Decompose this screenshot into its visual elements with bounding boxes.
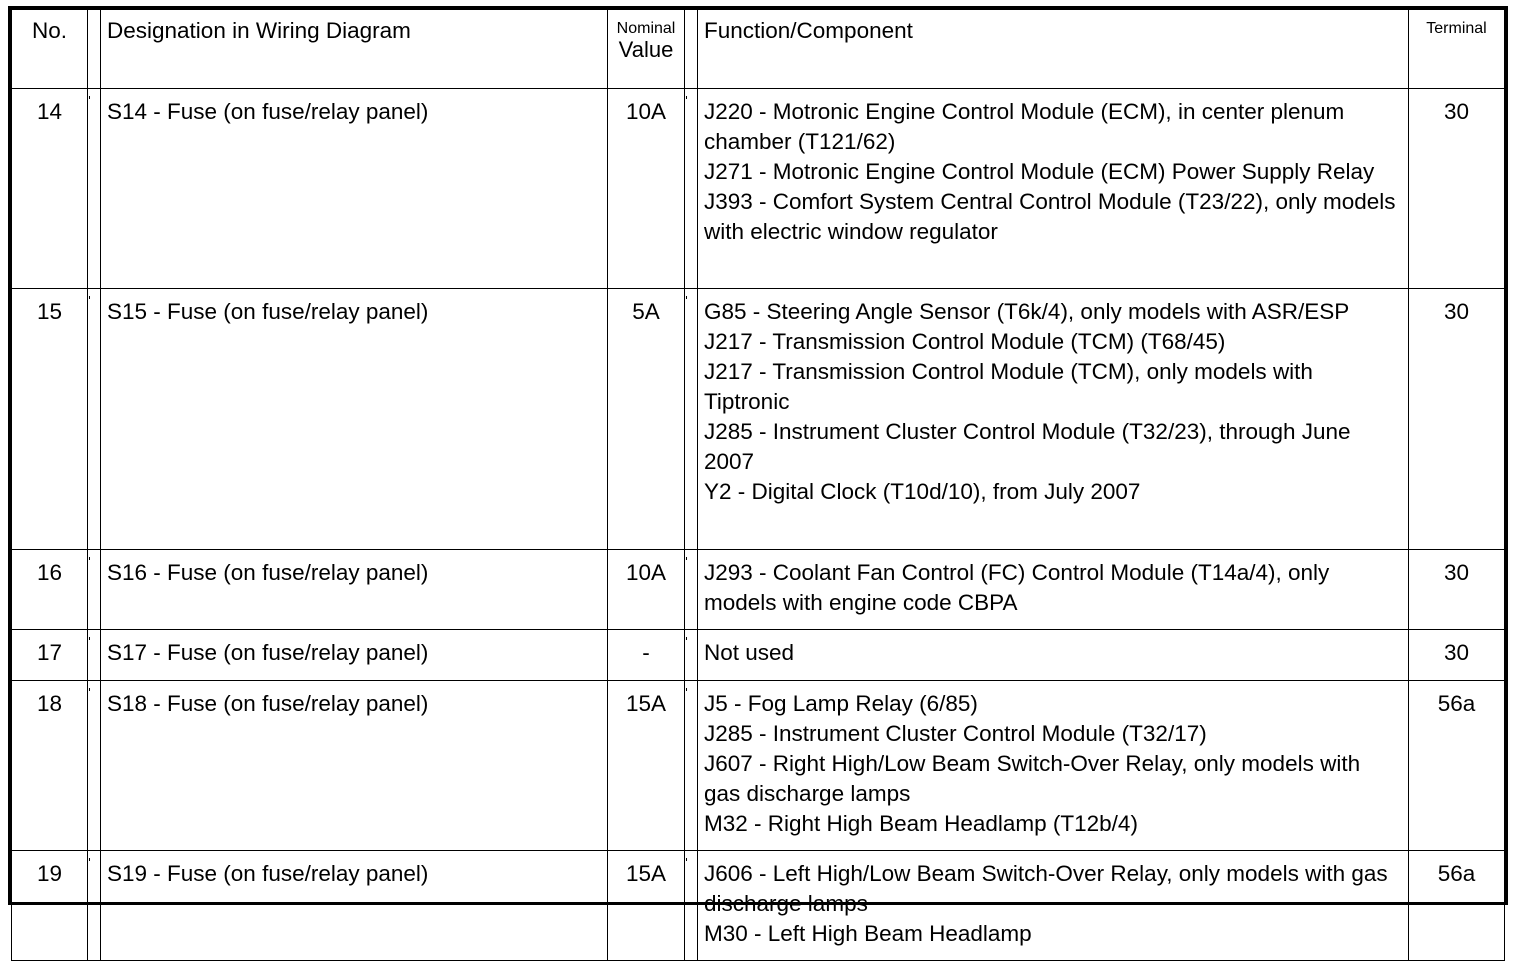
- function-item: M30 - Left High Beam Headlamp: [704, 921, 1032, 946]
- function-item: J220 - Motronic Engine Control Module (ECM), in center plenum chamber (T121/62): [704, 99, 1345, 154]
- row-number: 18: [12, 681, 88, 851]
- row-terminal: 30: [1409, 89, 1505, 289]
- row-designation: S16 - Fuse (on fuse/relay panel): [101, 550, 608, 630]
- row-spacer: [685, 550, 698, 630]
- function-item: J5 - Fog Lamp Relay (6/85): [704, 691, 978, 716]
- function-item: J271 - Motronic Engine Control Module (ECM) Power Supply Relay: [704, 159, 1375, 184]
- header-terminal: [1409, 10, 1505, 89]
- function-item: Not used: [704, 640, 795, 665]
- row-designation: S15 - Fuse (on fuse/relay panel): [101, 289, 608, 550]
- row-spacer: [685, 851, 698, 961]
- function-item: J293 - Coolant Fan Control (FC) Control Module (T14a/4), only models with engine code CBPA: [704, 560, 1330, 615]
- row-nominal-value: 5A: [608, 289, 685, 550]
- header-no: No.: [12, 10, 88, 89]
- row-number: 15: [12, 289, 88, 550]
- header-nominal-value: [608, 10, 685, 89]
- row-designation: S14 - Fuse (on fuse/relay panel): [101, 89, 608, 289]
- row-nominal-value: 10A: [608, 89, 685, 289]
- row-nominal-value: 15A: [608, 681, 685, 851]
- row-function: [698, 851, 1409, 961]
- function-item: M32 - Right High Beam Headlamp (T12b/4): [704, 811, 1138, 836]
- row-spacer: [685, 289, 698, 550]
- row-spacer: [88, 681, 101, 851]
- table-row: [12, 630, 1505, 681]
- row-designation: S19 - Fuse (on fuse/relay panel): [101, 851, 608, 961]
- function-item: Y2 - Digital Clock (T10d/10), from July 2007: [704, 479, 1141, 504]
- row-nominal-value: 15A: [608, 851, 685, 961]
- row-terminal: 30: [1409, 630, 1505, 681]
- function-item: J393 - Comfort System Central Control Module (T23/22), only models with electric window regulator: [704, 189, 1396, 244]
- row-function: [698, 550, 1409, 630]
- row-number: 14: [12, 89, 88, 289]
- fuse-table-sheet: [8, 6, 1508, 946]
- function-item: G85 - Steering Angle Sensor (T6k/4), only models with ASR/ESP: [704, 299, 1350, 324]
- function-item: J607 - Right High/Low Beam Switch-Over Relay, only models with gas discharge lamps: [704, 751, 1361, 806]
- table-row: [12, 681, 1505, 851]
- row-terminal: 30: [1409, 289, 1505, 550]
- row-spacer: [685, 89, 698, 289]
- row-nominal-value: -: [608, 630, 685, 681]
- row-terminal: 30: [1409, 550, 1505, 630]
- header-spacer: [88, 10, 101, 89]
- row-function: [698, 289, 1409, 550]
- header-designation: Designation in Wiring Diagram: [101, 10, 608, 89]
- table-row: [12, 851, 1505, 961]
- table-header-row: [12, 10, 1505, 89]
- table-row: [12, 550, 1505, 630]
- header-spacer: [685, 10, 698, 89]
- function-item: J606 - Left High/Low Beam Switch-Over Relay, only models with gas discharge lamps: [704, 861, 1388, 916]
- row-number: 17: [12, 630, 88, 681]
- row-function: [698, 630, 1409, 681]
- function-item: J285 - Instrument Cluster Control Module (T32/17): [704, 721, 1207, 746]
- row-nominal-value: 10A: [608, 550, 685, 630]
- function-item: J285 - Instrument Cluster Control Module (T32/23), through June 2007: [704, 419, 1351, 474]
- table-row: [12, 89, 1505, 289]
- header-function: Function/Component: [698, 10, 1409, 89]
- row-terminal: 56a: [1409, 851, 1505, 961]
- table-row: [12, 289, 1505, 550]
- row-spacer: [88, 630, 101, 681]
- fuse-table: [11, 9, 1505, 961]
- row-spacer: [88, 550, 101, 630]
- row-spacer: [88, 89, 101, 289]
- row-number: 16: [12, 550, 88, 630]
- function-item: J217 - Transmission Control Module (TCM), only models with Tiptronic: [704, 359, 1313, 414]
- row-number: 19: [12, 851, 88, 961]
- header-nominal-label: Nominal: [616, 20, 676, 37]
- row-designation: S18 - Fuse (on fuse/relay panel): [101, 681, 608, 851]
- row-spacer: [685, 630, 698, 681]
- row-terminal: 56a: [1409, 681, 1505, 851]
- header-terminal-label: Terminal: [1426, 20, 1487, 37]
- row-designation: S17 - Fuse (on fuse/relay panel): [101, 630, 608, 681]
- function-item: J217 - Transmission Control Module (TCM) (T68/45): [704, 329, 1226, 354]
- header-value-label: Value: [618, 37, 674, 62]
- row-spacer: [685, 681, 698, 851]
- row-function: [698, 89, 1409, 289]
- row-spacer: [88, 289, 101, 550]
- row-spacer: [88, 851, 101, 961]
- row-function: [698, 681, 1409, 851]
